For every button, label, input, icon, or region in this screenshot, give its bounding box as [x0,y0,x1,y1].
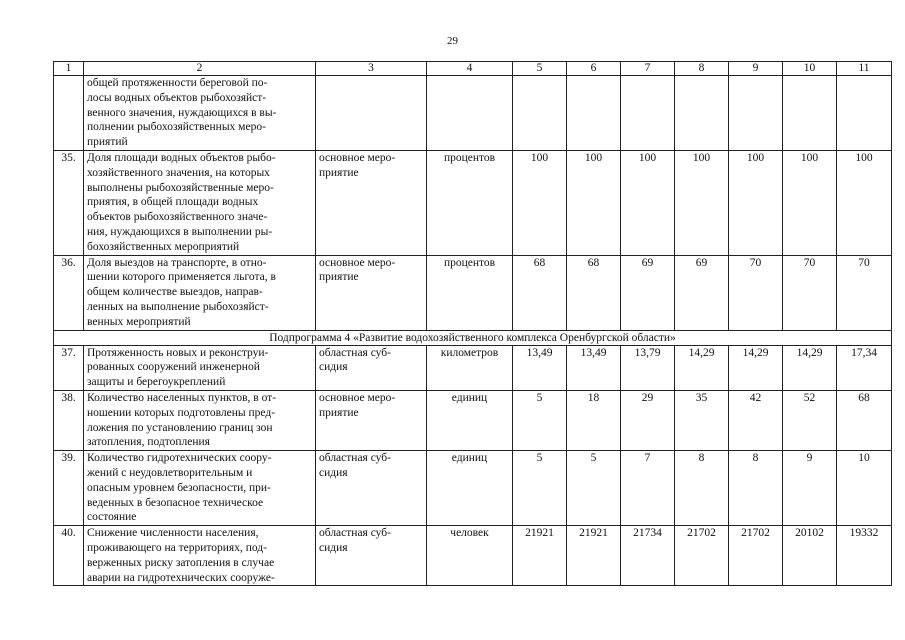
column-header: 2 [84,62,316,76]
value-cell: 21734 [621,526,675,586]
value-cell: 14,29 [783,345,837,390]
value-cell [783,76,837,151]
value-cell: 8 [729,451,783,526]
unit-cell: единиц [427,390,513,450]
value-cell: 13,79 [621,345,675,390]
text-line: сидия [319,361,348,374]
value-cell: 10 [837,451,892,526]
row-number: 36. [54,255,84,330]
source-cell [316,390,427,450]
text-line: проживающего на территориях, под- [87,541,267,554]
value-cell: 100 [729,150,783,255]
value-cell: 8 [675,451,729,526]
value-cell [837,76,892,151]
value-cell: 9 [783,451,837,526]
column-header: 5 [513,62,567,76]
subprogram-row [54,330,892,345]
text-line: основное меро- [319,256,396,269]
unit-cell: единиц [427,451,513,526]
value-cell: 5 [513,390,567,450]
unit-cell [427,76,513,151]
value-cell: 100 [837,150,892,255]
text-line: жений с неудовлетворительным и [87,466,253,479]
row-number: 39. [54,451,84,526]
text-line: ложения по установлению границ зон [87,421,273,434]
value-cell: 14,29 [675,345,729,390]
value-cell: 21702 [675,526,729,586]
text-line: приятие [319,406,359,419]
value-cell: 100 [513,150,567,255]
value-cell: 14,29 [729,345,783,390]
row-number: 38. [54,390,84,450]
text-line: областная суб- [319,346,391,359]
unit-cell: километров [427,345,513,390]
text-line: Количество гидротехнических соору- [87,452,272,465]
source-cell [316,526,427,586]
text-line: опасным уровнем безопасности, при- [87,481,271,494]
source-cell [316,345,427,390]
value-cell: 5 [513,451,567,526]
column-header: 1 [54,62,84,76]
value-cell: 42 [729,390,783,450]
text-line: Протяженность новых и реконструи- [87,346,269,359]
value-cell: 100 [675,150,729,255]
text-line: Количество населенных пунктов, в от- [87,391,277,404]
column-header: 9 [729,62,783,76]
value-cell: 100 [621,150,675,255]
table-row [54,390,892,450]
text-line: Доля выездов на транспорте, в отно- [87,256,267,269]
source-cell [316,76,427,151]
value-cell: 68 [567,255,621,330]
text-line: приятия, в общей площади водных [87,196,259,209]
indicators-table [53,61,892,586]
text-line: приятие [319,166,359,179]
value-cell: 21921 [567,526,621,586]
indicator-name [84,390,316,450]
row-number: 37. [54,345,84,390]
text-line: основное меро- [319,391,396,404]
indicator-name [84,451,316,526]
text-line: основное меро- [319,151,396,164]
value-cell: 18 [567,390,621,450]
value-cell: 7 [621,451,675,526]
value-cell [567,76,621,151]
value-cell: 69 [675,255,729,330]
unit-cell: процентов [427,150,513,255]
table-row [54,526,892,586]
value-cell [729,76,783,151]
value-cell: 20102 [783,526,837,586]
table-row [54,345,892,390]
value-cell: 5 [567,451,621,526]
text-line: сидия [319,466,348,479]
column-header: 10 [783,62,837,76]
text-line: приятий [87,136,128,149]
text-line: ленных на выполнение рыбохозяйст- [87,300,269,313]
value-cell: 13,49 [567,345,621,390]
table-header-row [54,62,892,76]
value-cell: 19332 [837,526,892,586]
text-line: Снижение численности населения, [87,527,259,540]
value-cell: 70 [837,255,892,330]
text-line: сидия [319,541,348,554]
value-cell: 29 [621,390,675,450]
row-number: 35. [54,150,84,255]
text-line: бохозяйственных мероприятий [87,240,240,253]
table-row [54,451,892,526]
value-cell: 68 [513,255,567,330]
column-header: 3 [316,62,427,76]
value-cell: 17,34 [837,345,892,390]
value-cell: 35 [675,390,729,450]
text-line: приятие [319,271,359,284]
text-line: венного значения, нуждающихся в вы- [87,106,277,119]
source-cell [316,255,427,330]
text-line: состояние [87,511,137,524]
text-line: полнении рыбохозяйственных меро- [87,121,266,134]
text-line: веденных в безопасное техническое [87,496,264,509]
value-cell: 69 [621,255,675,330]
value-cell: 13,49 [513,345,567,390]
column-header: 4 [427,62,513,76]
value-cell [621,76,675,151]
text-line: верженных риску затопления в случае [87,556,275,569]
value-cell: 21921 [513,526,567,586]
text-line: выполнены рыбохозяйственные меро- [87,181,274,194]
table-row [54,255,892,330]
unit-cell: процентов [427,255,513,330]
text-line: объектов рыбохозяйственного значе- [87,211,268,224]
unit-cell: человек [427,526,513,586]
value-cell: 68 [837,390,892,450]
table-row [54,150,892,255]
column-header: 7 [621,62,675,76]
value-cell: 100 [783,150,837,255]
value-cell [513,76,567,151]
text-line: областная суб- [319,527,391,540]
value-cell: 70 [783,255,837,330]
text-line: аварии на гидротехнических сооруже- [87,571,275,584]
text-line: рованных сооружений инженерной [87,361,260,374]
text-line: хозяйственного значения, на которых [87,166,270,179]
row-number: 40. [54,526,84,586]
value-cell: 21702 [729,526,783,586]
indicator-name [84,150,316,255]
value-cell: 100 [567,150,621,255]
column-header: 8 [675,62,729,76]
column-header: 11 [837,62,892,76]
text-line: областная суб- [319,452,391,465]
value-cell: 52 [783,390,837,450]
indicator-name [84,345,316,390]
indicator-name [84,255,316,330]
text-line: Доля площади водных объектов рыбо- [87,151,276,164]
source-cell [316,451,427,526]
text-line: общей протяженности береговой по- [87,77,268,89]
table-row [54,76,892,151]
text-line: ния, нуждающихся в выполнении ры- [87,225,273,238]
text-line: шении которого применяется льгота, в [87,271,276,284]
row-number [54,76,84,151]
column-header: 6 [567,62,621,76]
text-line: лосы водных объектов рыбохозяйст- [87,91,267,104]
value-cell: 70 [729,255,783,330]
indicator-name [84,76,316,151]
subprogram-title: Подпрограмма 4 «Развитие водохозяйственного комплекса Оренбургской области» [54,330,892,345]
text-line: защиты и берегоукреплений [87,376,226,389]
text-line: затопления, подтопления [87,436,210,449]
source-cell [316,150,427,255]
value-cell [675,76,729,151]
text-line: венных мероприятий [87,315,191,328]
page-number: 29 [447,35,458,47]
text-line: общем количестве выездов, направ- [87,286,263,299]
indicator-name [84,526,316,586]
text-line: ношении которых подготовлены пред- [87,406,276,419]
